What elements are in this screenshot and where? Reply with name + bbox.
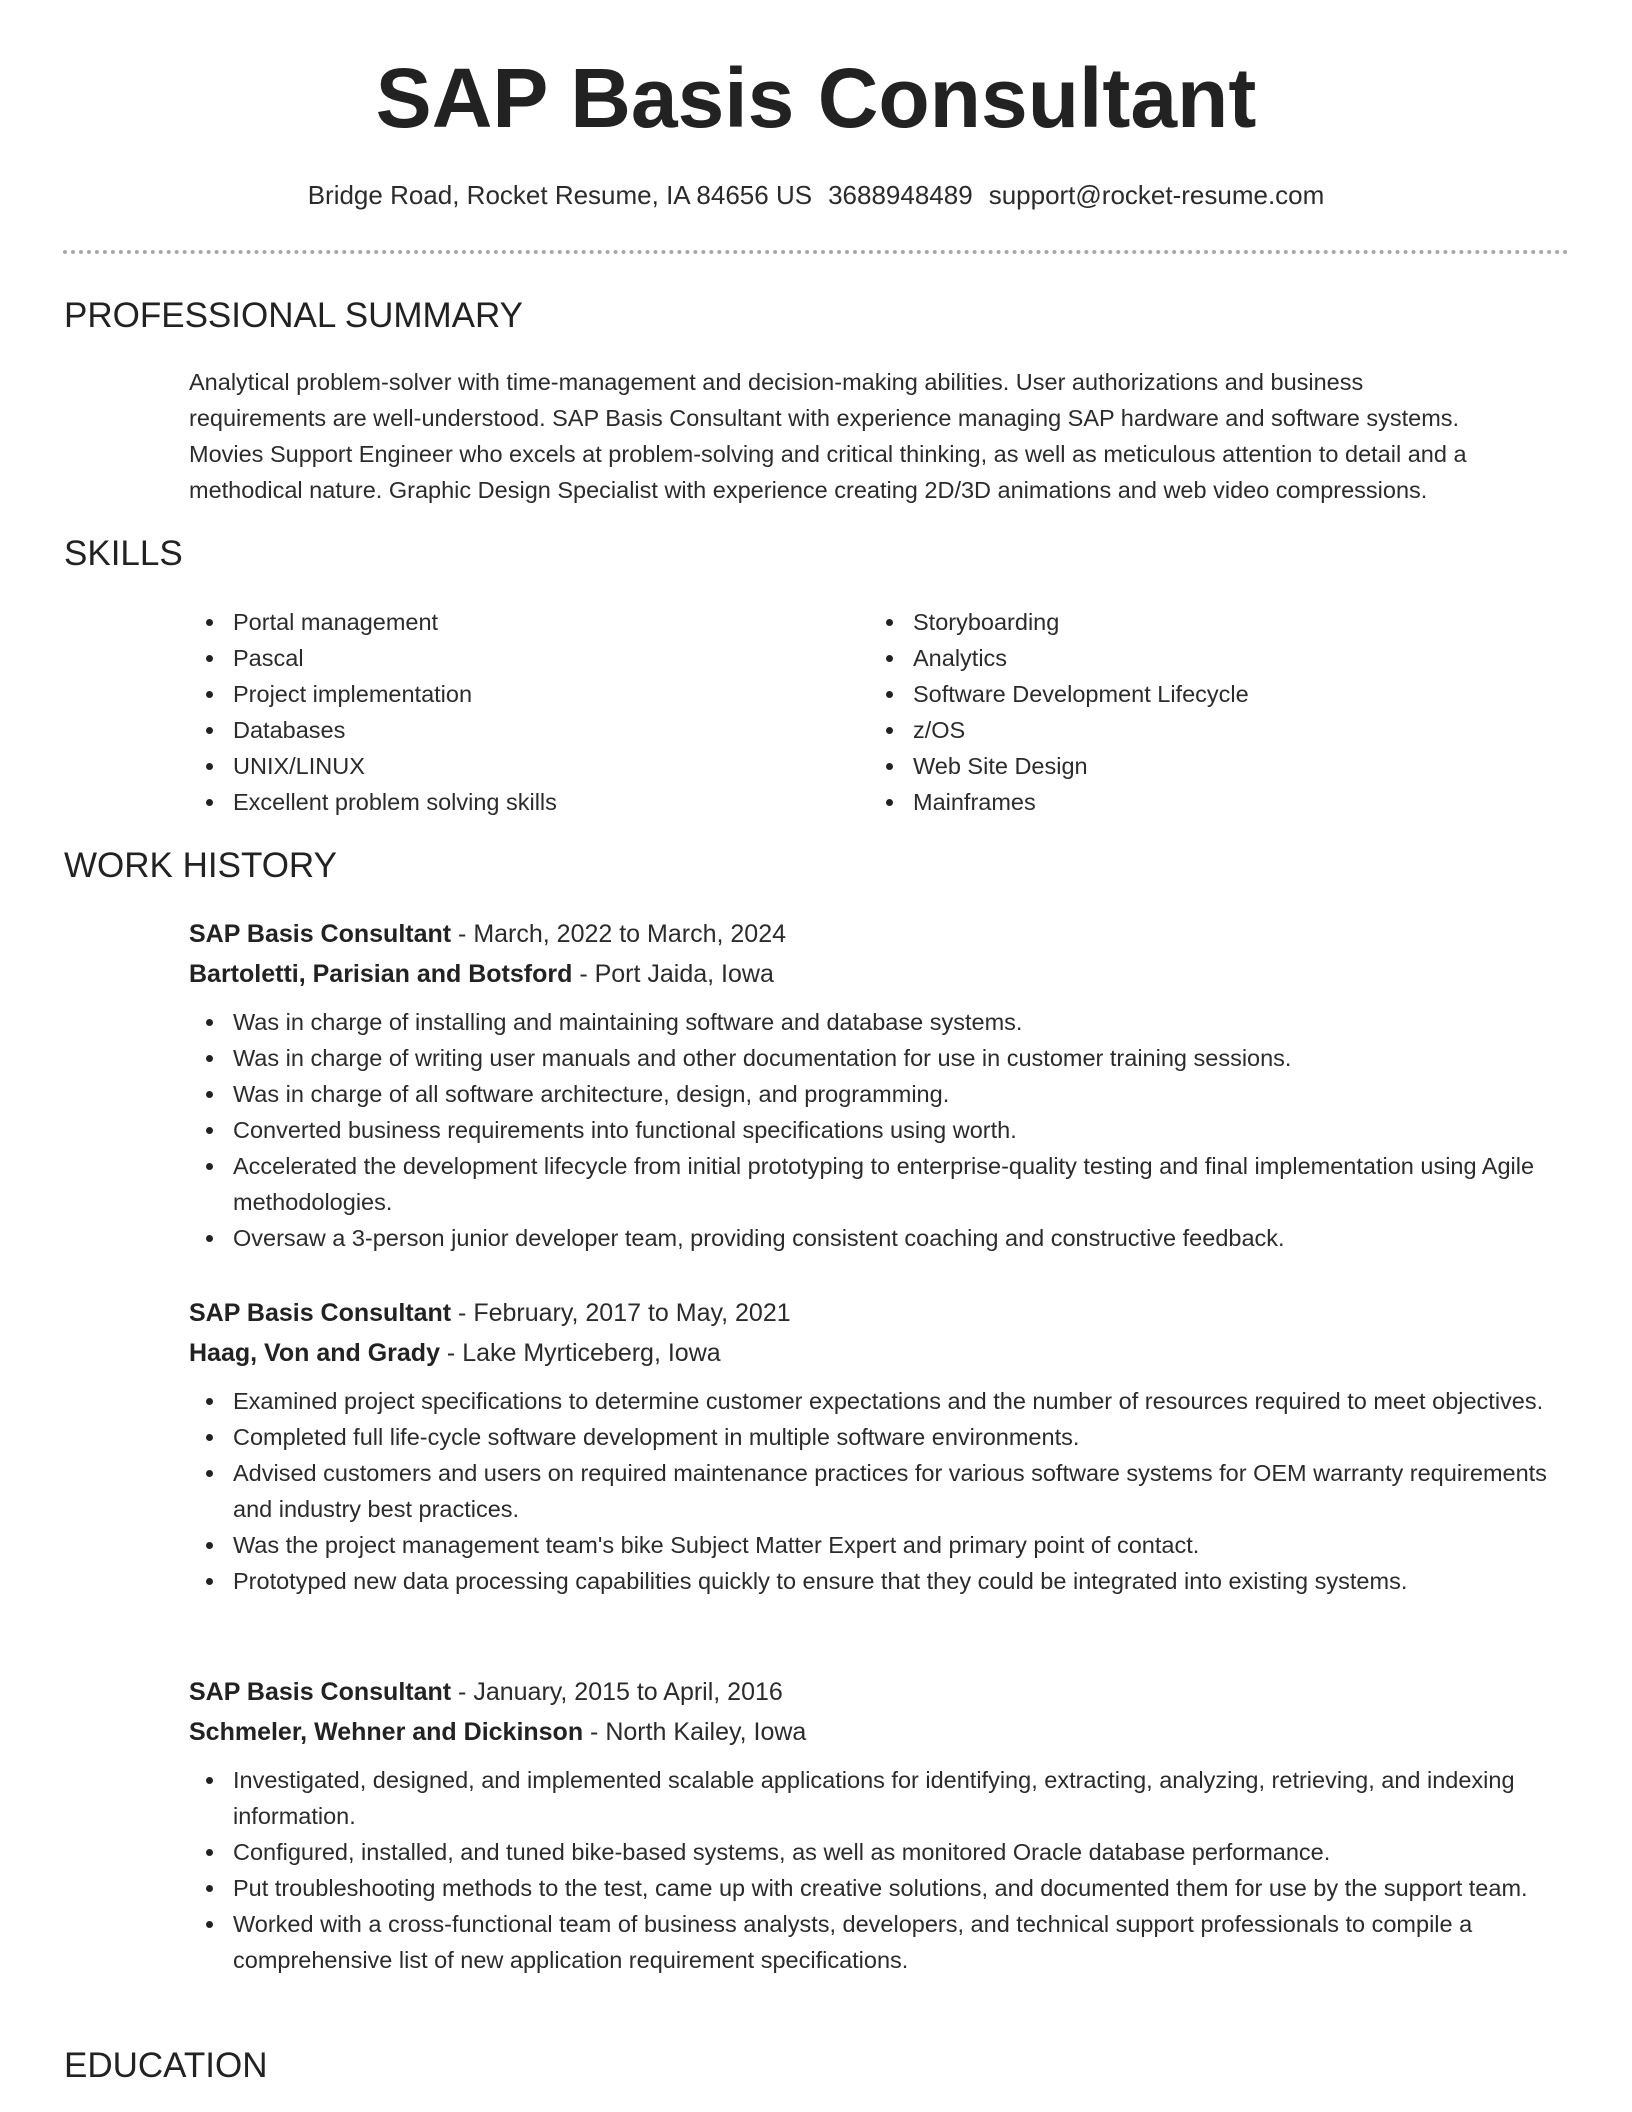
- contact-address: Bridge Road, Rocket Resume, IA 84656 US: [307, 180, 813, 210]
- contact-email: support@rocket-resume.com: [988, 180, 1325, 210]
- job-bullet: Was in charge of all software architecture, design, and programming.: [189, 1076, 1569, 1112]
- job-company-line: [189, 1333, 1569, 1373]
- job-title: SAP Basis Consultant: [189, 1678, 452, 1706]
- job-bullets: [189, 1762, 1569, 1978]
- skill-item: UNIX/LINUX: [189, 748, 869, 784]
- skills-column-left: [189, 604, 869, 820]
- job-company-line: [189, 1712, 1569, 1752]
- contact-phone: 3688948489: [828, 180, 973, 210]
- job-bullet: Advised customers and users on required maintenance practices for various software systems for OEM warranty requirements and industry best practices.: [189, 1455, 1569, 1527]
- job-title-line: [189, 1672, 1569, 1712]
- job-dates: - March, 2022 to March, 2024: [451, 920, 786, 948]
- job-location: - Lake Myrticeberg, Iowa: [439, 1339, 721, 1367]
- skill-item: Portal management: [189, 604, 869, 640]
- job-dates: - February, 2017 to May, 2021: [451, 1299, 791, 1327]
- job-title-line: [189, 1293, 1569, 1333]
- job-bullet: Configured, installed, and tuned bike-based systems, as well as monitored Oracle database performance.: [189, 1834, 1569, 1870]
- job-location: - Port Jaida, Iowa: [572, 960, 774, 988]
- skill-item: Excellent problem solving skills: [189, 784, 869, 820]
- contact-line: [0, 180, 1632, 211]
- job-company: Bartoletti, Parisian and Botsford: [189, 960, 573, 988]
- job-bullet: Was the project management team's bike Subject Matter Expert and primary point of contact.: [189, 1527, 1569, 1563]
- job-title-line: [189, 914, 1569, 954]
- job-bullet: Accelerated the development lifecycle from initial prototyping to enterprise-quality testing and final implementation using Agile methodologies.: [189, 1148, 1569, 1220]
- skill-item: Pascal: [189, 640, 869, 676]
- job-bullet: Converted business requirements into functional specifications using worth.: [189, 1112, 1569, 1148]
- job-bullet: Investigated, designed, and implemented scalable applications for identifying, extracting, analyzing, retrieving, and indexing information.: [189, 1762, 1569, 1834]
- summary-line: Movies Support Engineer who excels at problem-solving and critical thinking, as well as meticulous attention to detail and a: [189, 441, 1467, 467]
- section-title-summary: PROFESSIONAL SUMMARY: [64, 296, 523, 335]
- summary-line: Analytical problem-solver with time-management and decision-making abilities. User authorizations and business: [189, 369, 1364, 395]
- skills-list: [189, 604, 1569, 820]
- job-bullet: Oversaw a 3-person junior developer team, providing consistent coaching and constructive feedback.: [189, 1220, 1569, 1256]
- job-company: Schmeler, Wehner and Dickinson: [189, 1718, 584, 1746]
- skills-column-right: [869, 604, 1549, 820]
- job-company-line: [189, 954, 1569, 994]
- job-bullets: [189, 1004, 1569, 1256]
- skill-item: Storyboarding: [869, 604, 1549, 640]
- job-bullet: Put troubleshooting methods to the test, came up with creative solutions, and documented them for use by the support team.: [189, 1870, 1569, 1906]
- section-title-skills: SKILLS: [64, 534, 183, 573]
- skill-item: Web Site Design: [869, 748, 1549, 784]
- skill-item: Databases: [189, 712, 869, 748]
- summary-text: [189, 364, 1569, 508]
- job-entry: [189, 914, 1569, 1256]
- resume-name-title: SAP Basis Consultant: [375, 51, 1257, 145]
- skill-item: Project implementation: [189, 676, 869, 712]
- skill-item: z/OS: [869, 712, 1549, 748]
- section-title-work-history: WORK HISTORY: [64, 846, 337, 885]
- skill-item: Mainframes: [869, 784, 1549, 820]
- job-dates: - January, 2015 to April, 2016: [451, 1678, 783, 1706]
- skill-item: Software Development Lifecycle: [869, 676, 1549, 712]
- job-bullet: Was in charge of installing and maintaining software and database systems.: [189, 1004, 1569, 1040]
- job-bullet: Examined project specifications to determine customer expectations and the number of resources required to meet objectives.: [189, 1383, 1569, 1419]
- section-title-education: EDUCATION: [64, 2046, 268, 2085]
- job-bullet: Worked with a cross-functional team of business analysts, developers, and technical support professionals to compile a comprehensive list of new application requirement specifications.: [189, 1906, 1569, 1978]
- summary-line: requirements are well-understood. SAP Basis Consultant with experience managing SAP hardware and software systems.: [189, 405, 1460, 431]
- job-entry: [189, 1672, 1569, 1978]
- job-bullet: Prototyped new data processing capabilities quickly to ensure that they could be integrated into existing systems.: [189, 1563, 1569, 1599]
- job-title: SAP Basis Consultant: [189, 920, 452, 948]
- job-entry: [189, 1293, 1569, 1599]
- job-title: SAP Basis Consultant: [189, 1299, 452, 1327]
- job-bullet: Completed full life-cycle software development in multiple software environments.: [189, 1419, 1569, 1455]
- header-divider: [63, 250, 1569, 254]
- job-bullets: [189, 1383, 1569, 1599]
- skill-item: Analytics: [869, 640, 1549, 676]
- job-company: Haag, Von and Grady: [189, 1339, 440, 1367]
- job-location: - North Kailey, Iowa: [583, 1718, 807, 1746]
- job-bullet: Was in charge of writing user manuals and other documentation for use in customer training sessions.: [189, 1040, 1569, 1076]
- summary-line: methodical nature. Graphic Design Specialist with experience creating 2D/3D animations and web video compressions.: [189, 477, 1428, 503]
